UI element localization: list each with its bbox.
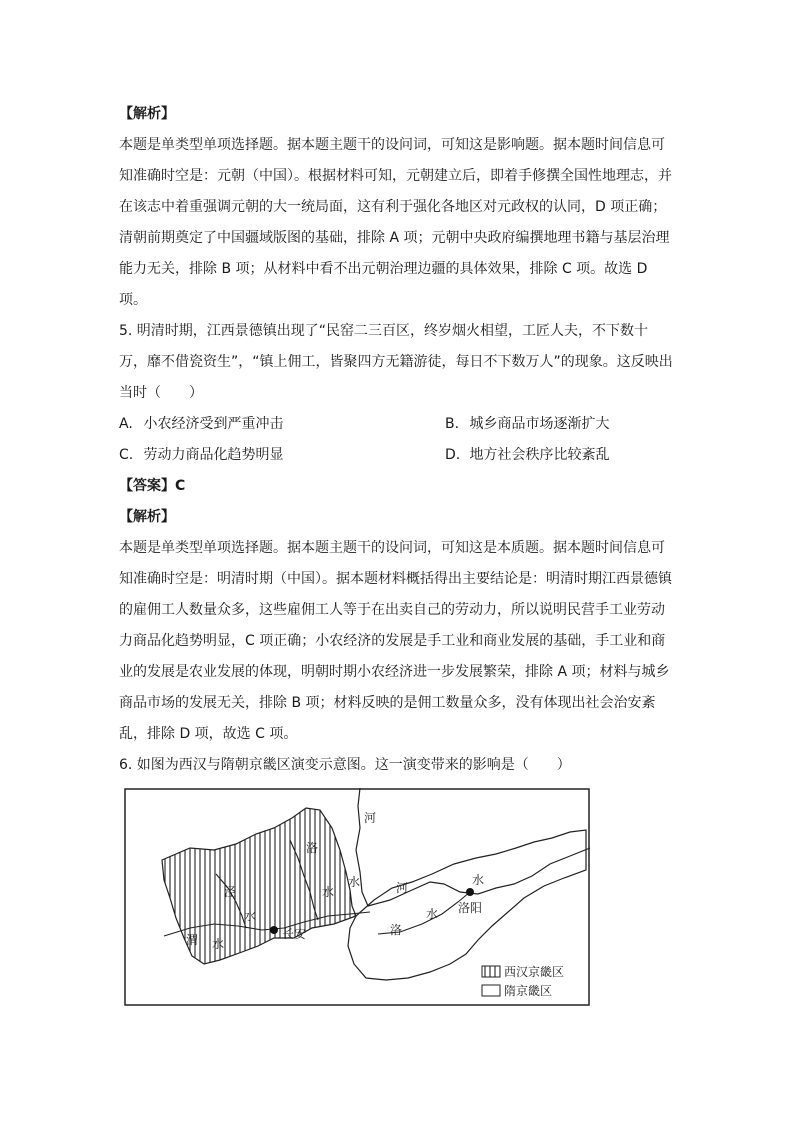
map-label: 水 — [472, 873, 485, 887]
legend-swatch-sui — [482, 985, 500, 996]
analysis-line: 在该志中着重强调元朝的大一统局面，这有利于强化各地区对元政权的认同，D 项正确； — [119, 199, 667, 215]
option-d — [445, 445, 609, 465]
option-label: C. — [119, 447, 134, 463]
map-label: 长安 — [282, 927, 307, 941]
question-stem: 万，靡不借瓷资生”，“镇上佣工，皆聚四方无籍游徒，每日不下数万人”的现象。这反映出 — [119, 354, 673, 370]
analysis-heading: 【解析】 — [119, 509, 175, 525]
analysis-line: 知准确时空是：元朝（中国）。根据材料可知，元朝建立后，即着手修撰全国性地理志，并 — [119, 168, 672, 184]
analysis-line: 能力无关，排除 B 项；从材料中看不出元朝治理边疆的具体效果，排除 C 项。故选 D — [119, 261, 648, 277]
map-label: 水 — [244, 909, 257, 923]
analysis-line: 清朝前期奠定了中国疆域版图的基础，排除 A 项；元朝中央政府编撰地理书籍与基层治理 — [119, 230, 670, 246]
map-label: 河 — [364, 811, 377, 825]
map-label: 水 — [426, 907, 439, 921]
map-label: 水 — [348, 875, 361, 889]
option-text: 劳动力商品化趋势明显 — [143, 447, 284, 463]
map-label: 渭 — [186, 933, 199, 947]
analysis-line: 商品市场的发展无关，排除 B 项；材料反映的是佣工数量众多，没有体现出社会治安紊 — [119, 695, 656, 711]
analysis-line: 的雇佣工人数量众多，这些雇佣工人等于在出卖自己的劳动力，所以说明民营手工业劳动 — [119, 602, 665, 618]
option-label: B. — [445, 416, 460, 432]
analysis-line: 项。 — [119, 292, 147, 308]
option-text: 地方社会秩序比较紊乱 — [469, 447, 610, 463]
analysis-line: 本题是单类型单项选择题。据本题主题干的设问词，可知这是本质题。据本题时间信息可 — [119, 540, 665, 556]
luoyang-marker — [466, 888, 474, 896]
option-label: A. — [119, 416, 133, 432]
question-stem: 5. 明清时期，江西景德镇出现了“民窑二三百区，终岁烟火相望，工匠人夫，不下数十 — [119, 323, 649, 339]
map-label: 水 — [212, 937, 225, 951]
map-label: 泾 — [224, 885, 237, 899]
legend-label: 隋京畿区 — [504, 984, 553, 998]
question-stem: 6. 如图为西汉与隋朝京畿区演变示意图。这一演变带来的影响是（ ） — [119, 757, 571, 773]
answer: 【答案】C — [119, 478, 186, 494]
analysis-line: 知准确时空是：明清时期（中国）。据本题材料概括得出主要结论是：明清时期江西景德镇 — [119, 571, 672, 587]
option-label: D. — [445, 447, 461, 463]
map-label: 河 — [396, 881, 409, 895]
changan-marker — [270, 926, 278, 934]
map-label: 洛 — [306, 841, 319, 855]
capital-region-map — [124, 788, 590, 1006]
option-a — [119, 414, 283, 434]
analysis-line: 本题是单类型单项选择题。据本题主题干的设问词，可知这是影响题。据本题时间信息可 — [119, 137, 665, 153]
map-label: 洛阳 — [458, 901, 483, 915]
option-text: 城乡商品市场逐渐扩大 — [469, 416, 610, 432]
analysis-heading: 【解析】 — [119, 106, 175, 122]
option-text: 小农经济受到严重冲击 — [143, 416, 284, 432]
legend-swatch-han — [482, 966, 500, 977]
option-c — [119, 445, 283, 465]
question-stem: 当时（ ） — [119, 385, 203, 401]
analysis-line: 力商品化趋势明显，C 项正确；小农经济的发展是手工业和商业发展的基础，手工业和商 — [119, 633, 666, 649]
analysis-line: 业的发展是农业发展的体现，明朝时期小农经济进一步发展繁荣，排除 A 项；材料与城乡 — [119, 664, 670, 680]
option-b — [445, 414, 609, 434]
map-label: 洛 — [390, 923, 403, 937]
analysis-line: 乱，排除 D 项，故选 C 项。 — [119, 726, 298, 742]
map-label: 水 — [322, 885, 335, 899]
legend-label: 西汉京畿区 — [504, 965, 565, 979]
